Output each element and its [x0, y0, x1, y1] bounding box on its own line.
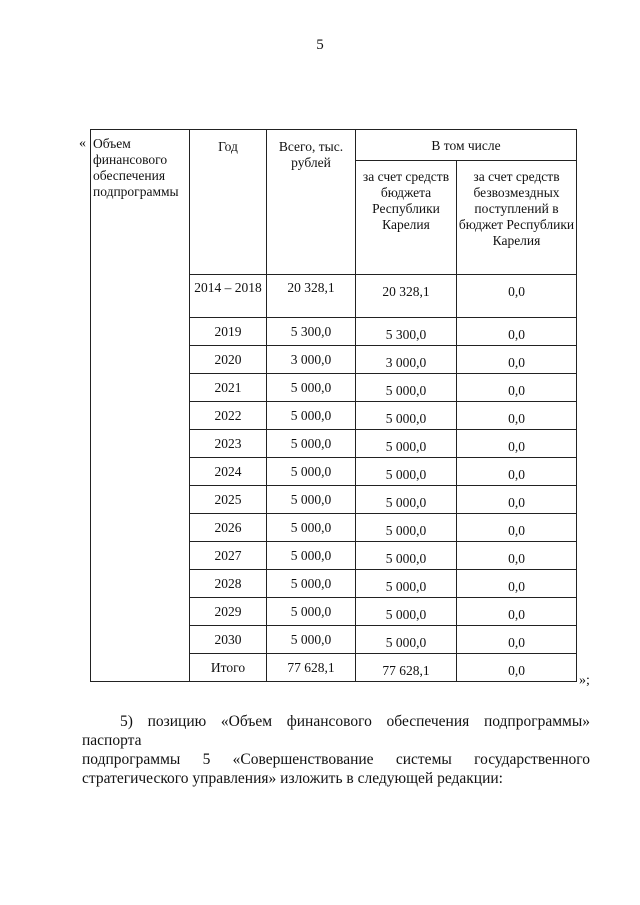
cell-budget: 5 000,0 [356, 374, 457, 402]
cell-year: 2023 [190, 430, 267, 458]
paragraph-line: стратегического управления» изложить в следующей редакции: [82, 770, 503, 787]
cell-year: 2027 [190, 542, 267, 570]
cell-budget: 5 000,0 [356, 514, 457, 542]
cell-year: 2028 [190, 570, 267, 598]
header-budget: за счет средств бюджета Республики Карелия [356, 161, 457, 275]
cell-year: 2020 [190, 346, 267, 374]
cell-free-receipts: 0,0 [457, 346, 577, 374]
cell-budget: 77 628,1 [356, 654, 457, 682]
cell-total: 5 300,0 [267, 318, 356, 346]
cell-free-receipts: 0,0 [457, 458, 577, 486]
cell-budget: 5 000,0 [356, 402, 457, 430]
cell-free-receipts: 0,0 [457, 402, 577, 430]
cell-year: 2026 [190, 514, 267, 542]
cell-total: 5 000,0 [267, 402, 356, 430]
cell-free-receipts: 0,0 [457, 275, 577, 318]
cell-budget: 5 000,0 [356, 542, 457, 570]
cell-year: 2014 – 2018 [190, 275, 267, 318]
row-label-cell: Объем финансового обеспечения подпрограммы [91, 130, 190, 682]
cell-total: 3 000,0 [267, 346, 356, 374]
cell-budget: 20 328,1 [356, 275, 457, 318]
cell-year: 2030 [190, 626, 267, 654]
cell-free-receipts: 0,0 [457, 542, 577, 570]
cell-budget: 5 000,0 [356, 598, 457, 626]
cell-total: 5 000,0 [267, 570, 356, 598]
cell-total: 77 628,1 [267, 654, 356, 682]
cell-total: 5 000,0 [267, 598, 356, 626]
cell-free-receipts: 0,0 [457, 570, 577, 598]
cell-total: 5 000,0 [267, 374, 356, 402]
cell-free-receipts: 0,0 [457, 626, 577, 654]
cell-total: 5 000,0 [267, 626, 356, 654]
cell-year: 2019 [190, 318, 267, 346]
cell-total: 5 000,0 [267, 542, 356, 570]
cell-free-receipts: 0,0 [457, 514, 577, 542]
paragraph-line: 5) позицию «Объем финансового обеспечения подпрограммы» паспорта [82, 713, 590, 749]
header-year: Год [190, 130, 267, 275]
cell-year: 2024 [190, 458, 267, 486]
cell-year: 2022 [190, 402, 267, 430]
cell-total: 5 000,0 [267, 514, 356, 542]
cell-budget: 5 000,0 [356, 486, 457, 514]
header-total: Всего, тыс. рублей [267, 130, 356, 275]
cell-free-receipts: 0,0 [457, 598, 577, 626]
financing-table [90, 129, 577, 682]
amendment-paragraph [82, 712, 590, 788]
closing-quote: »; [579, 673, 590, 688]
cell-budget: 3 000,0 [356, 346, 457, 374]
page-number: 5 [316, 37, 324, 53]
cell-total: 5 000,0 [267, 486, 356, 514]
paragraph-line: подпрограммы 5 «Совершенствование системы государственного [82, 751, 590, 768]
cell-budget: 5 000,0 [356, 430, 457, 458]
cell-budget: 5 000,0 [356, 626, 457, 654]
cell-year: 2021 [190, 374, 267, 402]
cell-free-receipts: 0,0 [457, 486, 577, 514]
cell-year: 2025 [190, 486, 267, 514]
opening-quote: « [79, 136, 86, 151]
cell-free-receipts: 0,0 [457, 654, 577, 682]
cell-total: 5 000,0 [267, 430, 356, 458]
header-free-receipts: за счет средств безвозмездных поступлений в бюджет Республики Карелия [457, 161, 577, 275]
cell-total: 20 328,1 [267, 275, 356, 318]
cell-year: Итого [190, 654, 267, 682]
cell-free-receipts: 0,0 [457, 430, 577, 458]
header-group: В том числе [356, 130, 577, 161]
cell-year: 2029 [190, 598, 267, 626]
cell-budget: 5 300,0 [356, 318, 457, 346]
cell-budget: 5 000,0 [356, 570, 457, 598]
cell-budget: 5 000,0 [356, 458, 457, 486]
cell-free-receipts: 0,0 [457, 318, 577, 346]
cell-total: 5 000,0 [267, 458, 356, 486]
cell-free-receipts: 0,0 [457, 374, 577, 402]
